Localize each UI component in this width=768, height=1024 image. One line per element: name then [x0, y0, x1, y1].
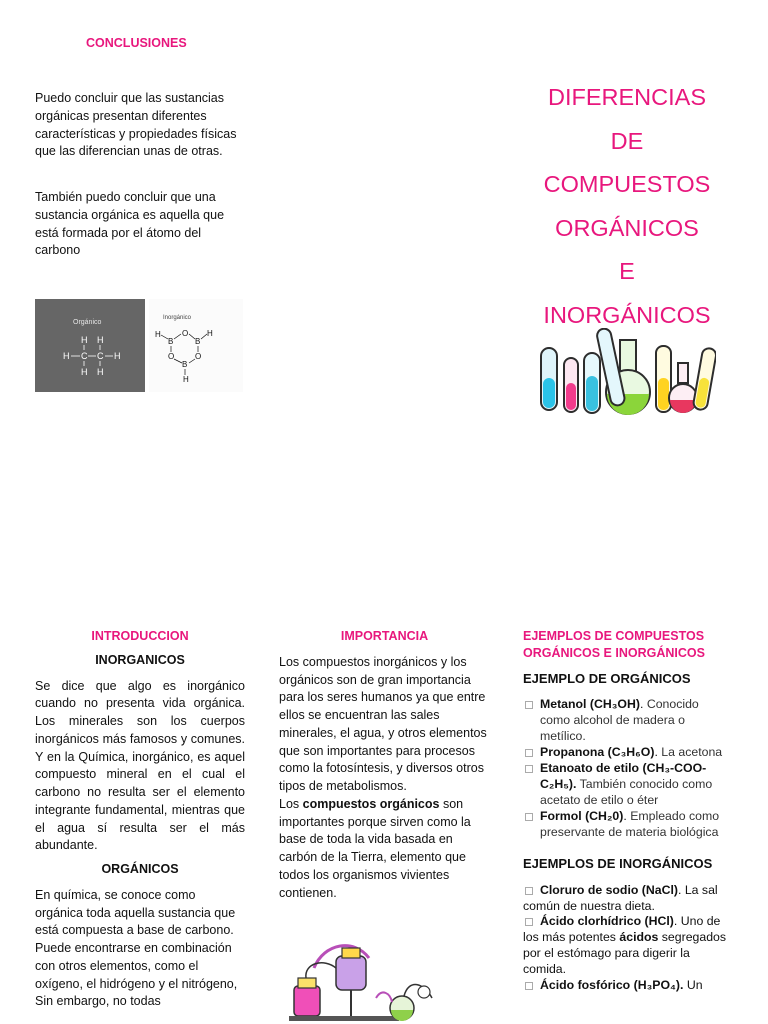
inorganic-label: Inorgánico [163, 315, 192, 321]
svg-text:H: H [183, 375, 189, 384]
organic-example-item: Etanoato de etilo (CH₃-COO-C₂H₅). También conocido como acetato de etilo o éter [523, 761, 731, 809]
importance-column [279, 628, 490, 902]
organic-examples-heading: EJEMPLO DE ORGÁNICOS [523, 670, 691, 686]
svg-text:H: H [81, 335, 88, 345]
flasks-illustration [538, 328, 716, 418]
svg-text:O: O [195, 352, 202, 361]
organic-example-item: Propanona (C₃H₆O). La acetona [523, 745, 731, 761]
svg-text:H: H [81, 367, 88, 377]
svg-text:B: B [182, 360, 188, 369]
organic-molecule-image [35, 299, 145, 392]
inorganic-molecule-image [149, 299, 243, 392]
introduction-heading: INTRODUCCION [91, 629, 189, 643]
bullet-box-icon [525, 813, 533, 821]
bullet-box-icon [525, 749, 533, 757]
svg-text:H: H [63, 351, 70, 361]
inorganic-paragraph: Se dice que algo es inorgánico cuando no presenta vida orgánica. Los minerales son los cuerpos inorgánicos más famosos y comunes. Y en la Química, inorgánico, es aquel compuesto mineral en el cual el carbono no resulta ser el elemento integrante fundamental, mientras que el agua sí resulta ser el más abundante. [35, 678, 245, 853]
svg-text:H: H [207, 329, 213, 338]
importance-paragraph-2: Los compuestos orgánicos son importantes porque sirven como la base de toda la vida basada en carbón de la Tierra, elemento que todos los organismos vivientes contienen. [279, 796, 471, 900]
organic-label: Orgánico [73, 319, 102, 326]
title-line-1: DIFERENCIAS [548, 84, 706, 110]
organic-example-item: Formol (CH₂0). Empleado como preservante de materia biológica [523, 809, 731, 841]
title-line-6: INORGÁNICOS [543, 301, 711, 328]
organic-paragraph: En química, se conoce como orgánica toda aquella sustancia que está compuesta a base de carbono. Puede encontrarse en combinación con otros elementos, como el oxígeno, el hidrógeno y el nitrógeno, Sin embargo, no todas [35, 887, 238, 1009]
svg-text:O: O [182, 329, 189, 338]
importance-paragraph-1: Los compuestos inorgánicos y los orgánicos son de gran importancia para los seres humanos ya que entre ellos se encuentran las sales minerales, el agua, y otros elementos que son importantes para procesos como la fotosíntesis, y diversos otros tipos de metabolismos. [279, 654, 487, 793]
inorganic-example-item: Cloruro de sodio (NaCl). La sal común de nuestra dieta. [523, 882, 718, 913]
conclusions-paragraph-1: Puedo concluir que las sustancias orgánicas presentan diferentes características y propiedades físicas que las diferencian unas de otras. [35, 91, 237, 159]
title-line-3: COMPUESTOS [543, 171, 711, 197]
organic-example-item: Metanol (CH₃OH). Conocido como alcohol de madera o metílico. [523, 697, 731, 745]
bullet-box-icon [525, 918, 533, 926]
inorganic-subheading: INORGANICOS [95, 652, 185, 667]
examples-heading: EJEMPLOS DE COMPUESTOS ORGÁNICOS E INORGÁNICOS [523, 629, 705, 660]
svg-text:H: H [114, 351, 121, 361]
svg-text:C: C [81, 351, 88, 361]
bullet-box-icon [525, 701, 533, 709]
conclusions-paragraph-2: También puedo concluir que una sustancia orgánica es aquella que está formada por el átomo del carbono [35, 190, 225, 258]
lab-equipment-illustration [284, 938, 444, 1024]
title-line-2: DE [610, 127, 644, 154]
bullet-box-icon [525, 982, 533, 990]
svg-text:H: H [97, 335, 104, 345]
introduction-column [35, 628, 245, 1011]
svg-text:O: O [168, 352, 175, 361]
inorganic-example-item: Ácido clorhídrico (HCl). Uno de los más potentes ácidos segregados por el estómago para digerir la comida. [523, 914, 727, 977]
bullet-box-icon [525, 765, 533, 773]
svg-text:H: H [97, 367, 104, 377]
svg-text:C: C [97, 351, 104, 361]
svg-text:B: B [168, 337, 174, 346]
svg-text:H: H [155, 330, 161, 339]
title-line-5: E [619, 258, 635, 284]
inorganic-example-item: Ácido fosfórico (H₃PO₄). Un [523, 978, 731, 994]
brochure-title [522, 76, 732, 337]
svg-text:B: B [195, 337, 201, 346]
conclusions-heading: CONCLUSIONES [86, 36, 187, 50]
organic-subheading: ORGÁNICOS [101, 862, 179, 876]
inorganic-examples-heading: EJEMPLOS DE INORGÁNICOS [523, 856, 713, 872]
title-line-4: ORGÁNICOS [555, 214, 699, 241]
bullet-box-icon [525, 887, 533, 895]
importance-heading: IMPORTANCIA [340, 629, 429, 643]
examples-column [523, 628, 731, 994]
